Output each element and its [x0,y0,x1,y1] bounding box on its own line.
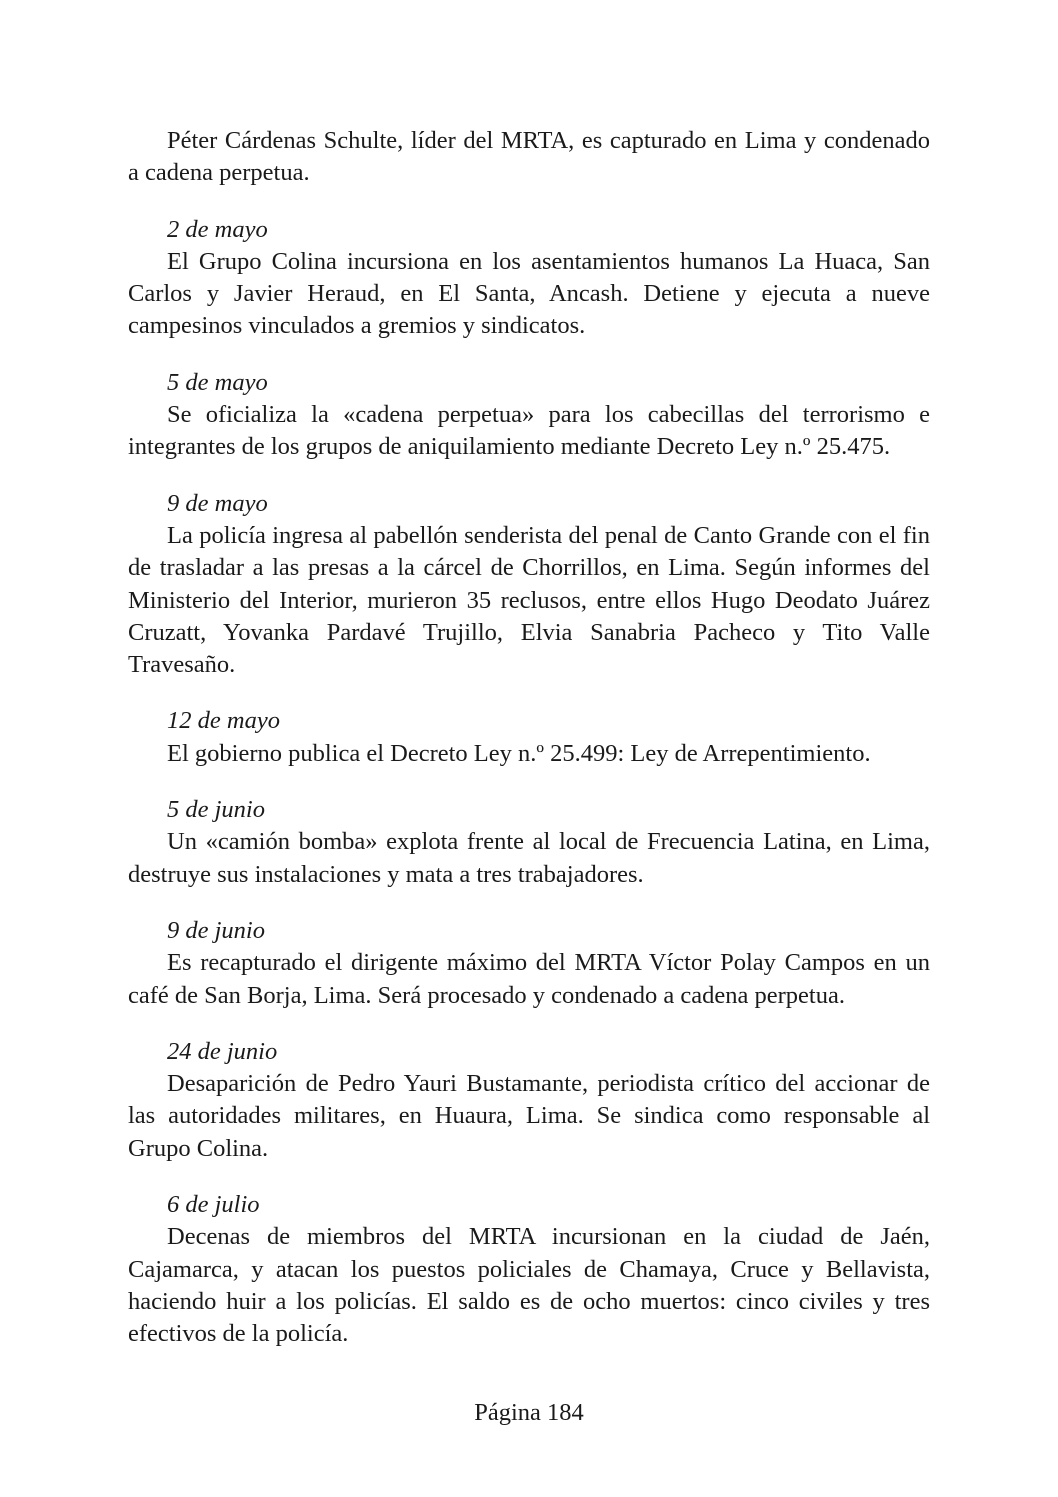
timeline-entry [128,794,930,891]
entry-text: Decenas de miembros del MRTA incursionan en la ciudad de Jaén, Cajamarca, y atacan los puestos policiales de Chamaya, Cruce y Bellavista, haciendo huir a los policías. El saldo es de ocho muertos: cinco civiles y tres efectivos de la policía. [128,1223,930,1348]
timeline-entry [128,705,930,770]
entry-text: Desaparición de Pedro Yauri Bustamante, periodista crítico del accionar de las autoridades militares, en Huaura, Lima. Se sindica como responsable al Grupo Colina. [128,1070,930,1162]
entry-text: El Grupo Colina incursiona en los asentamientos humanos La Huaca, San Carlos y Javier Heraud, en El Santa, Ancash. Detiene y ejecuta a nueve campesinos vinculados a gremios y sindicatos. [128,247,930,340]
entry-date: 12 de mayo [167,707,280,735]
timeline-entry [128,214,930,343]
entry-date: 9 de junio [167,916,265,944]
entry-text: La policía ingresa al pabellón senderista del penal de Canto Grande con el fin de trasladar a las presas a la cárcel de Chorrillos, en Lima. Según informes del Ministerio del Interior, murieron 35 reclusos, entre ellos Hugo Deodato Juárez Cruzatt, Yovanka Pardavé Trujillo, Elvia Sanabria Pacheco y Tito Valle Travesaño. [128,521,930,679]
timeline-entry [128,488,930,682]
entry-date: 24 de junio [167,1037,278,1065]
entry-date: 5 de junio [167,796,265,824]
entry-text: Un «camión bomba» explota frente al local de Frecuencia Latina, en Lima, destruye sus instalaciones y mata a tres trabajadores. [128,828,930,888]
timeline-entry [128,915,930,1012]
timeline-entry [128,1036,930,1165]
entry-date: 6 de julio [167,1191,260,1219]
page-body [128,125,930,1375]
timeline-entry [128,367,930,464]
page-number: Página 184 [474,1399,584,1426]
entry-date: 9 de mayo [167,489,268,517]
timeline-entry [128,1189,930,1350]
entry-text: Es recapturado el dirigente máximo del MRTA Víctor Polay Campos en un café de San Borja, Lima. Será procesado y condenado a cadena perpetua. [128,949,930,1009]
entry-text: Se oficializa la «cadena perpetua» para los cabecillas del terrorismo e integrantes de los grupos de aniquilamiento mediante Decreto Ley n.º 25.475. [128,401,930,461]
intro-paragraph: Péter Cárdenas Schulte, líder del MRTA, es capturado en Lima y condenado a cadena perpetua. [128,127,930,187]
entry-text: El gobierno publica el Decreto Ley n.º 25.499: Ley de Arrepentimiento. [167,739,871,767]
entry-date: 2 de mayo [167,215,268,243]
entry-date: 5 de mayo [167,368,268,396]
